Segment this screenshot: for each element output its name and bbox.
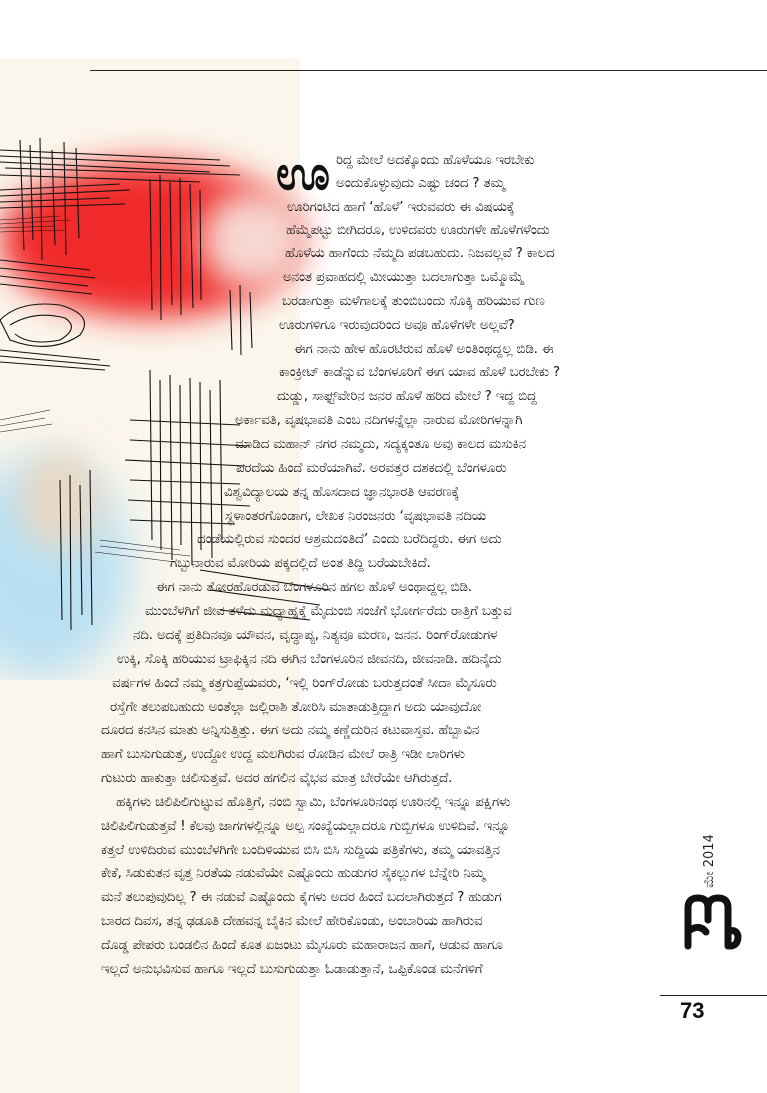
text-line: ಗುಟುರು ಹಾಕುತ್ತಾ ಚಲಿಸುತ್ತವೆ. ಅದರ ಹಗಲಿನ ವೈಭವ ಮಾತ್ರ ಬೇರೆಯೇ ಆಗಿರುತ್ತದೆ.: [101, 771, 453, 786]
text-line: ಚಿಲಿಪಿಲಿಗುಡುತ್ತವೆ ! ಕೆಲವು ಜಾಗಗಳಲ್ಲಿನ್ನೂ ಅಲ್ಪ ಸಂಖ್ಯೆಯಲ್ಲಾದರೂ ಗುಬ್ಬಿಗಳೂ ಉಳಿದಿವೆ. ಇನ್ನೂ: [101, 819, 510, 834]
text-line: ದೊಡ್ಡ ಪೇಪರು ಬಂಡಲಿನ ಹಿಂದೆ ಕೂತ ಏಜಂಟು ಮೈಸೂರು ಮಹಾರಾಜನ ಹಾಗೆ, ಆಡುವ ಹಾಗೂ: [101, 938, 503, 953]
text-line: ಅಂದುಕೊಳ್ಳುವುದು ಎಷ್ಟು ಚಂದ ? ತಮ್ಮ: [336, 176, 505, 191]
issue-date: [692, 820, 717, 890]
text-line: ಮುಂಬೆಳಗಿಗೆ ಜೀವ ತಳೆದು ಮಧ್ಯಾಹ್ನಕ್ಕೆ ಮೈದುಂಬಿ ಸಂಜೆಗೆ ಭೋರ್ಗರೆದು ರಾತ್ರಿಗೆ ಬತ್ತುವ: [145, 604, 512, 619]
text-line: ದೂರದ ಕನಸಿನ ಮಾತು ಅನ್ನಿಸುತ್ತಿತ್ತು. ಈಗ ಅದು ನಮ್ಮ ಕಣ್ಣೆದುರಿನ ಕಟುವಾಸ್ತವ. ಹೆಬ್ಬಾವಿನ: [101, 723, 480, 738]
text-line: ಉಕ್ಕಿ, ಸೊಕ್ಕಿ ಹರಿಯುವ ಟ್ರಾಫಿಕ್ಕಿನ ನದಿ ಈಗಿನ ಬೆಂಗಳೂರಿನ ಜೀವನದಿ, ಜೀವನಾಡಿ. ಹದಿನೈದು: [117, 652, 502, 667]
text-line: ದಂಡೆಯಲ್ಲಿರುವ ಸುಂದರ ಆಶ್ರಮದಂತಿದೆ’ ಎಂದು ಬರೆದಿದ್ದರು. ಈಗ ಅದು: [197, 532, 502, 547]
text-line: ಬರಡಾಗುತ್ತಾ ಮಳೆಗಾಲಕ್ಕೆ ತುಂಬಿಬಂದು ಸೊಕ್ಕಿ ಹರಿಯುವ ಗುಣ: [282, 294, 545, 309]
footer-rule: [660, 995, 767, 996]
text-line: ಪರದೆಯ ಹಿಂದೆ ಮರೆಯಾಗಿವೆ. ಅರವತ್ತರ ದಶಕದಲ್ಲಿ ಬೆಂಗಳೂರು: [236, 461, 507, 476]
text-line: ದುಡ್ಡು, ಸಾಫ್ಟ್‌ವೇರಿನ ಜನರ ಹೊಳೆ ಹರಿದ ಮೇಲೆ ? ಇದ್ದ ಬಿದ್ದ: [277, 389, 537, 404]
text-line: ಕಾಂಕ್ರೀಟ್ ಕಾಡೆನ್ನುವ ಬೆಂಗಳೂರಿಗೆ ಈಗ ಯಾವ ಹೊಳೆ ಬರಬೇಕು ?: [279, 365, 560, 380]
page-number: 73: [680, 998, 705, 1023]
text-line: ಮಾಡಿದ ಮಹಾನ್ ನಗರ ನಮ್ಮದು, ಸದ್ಯಕ್ಕಂತೂ ಅವು ಕಾಲದ ಮಸುಕಿನ: [235, 437, 526, 452]
text-line: ಬಾರದ ದಿವಸ, ತನ್ನ ಢಡೂತಿ ದೇಹವನ್ನ ಬೈಕಿನ ಮೇಲೆ ಹೇರಿಕೊಂಡು, ಅಂಬಾರಿಯ ಹಾಗಿರುವ: [101, 914, 483, 929]
text-line: ಊರಿಗಂಟಿದ ಹಾಗೆ ‘ಹೊಳೆ’ ಇರುವವರು ಈ ವಿಷಯಕ್ಕೆ: [287, 200, 515, 215]
text-line: ಊರುಗಳಿಗೂ ಇರುವುದರಿಂದ ಅವೂ ಹೊಳೆಗಳೇ ಅಲ್ಲವೆ?: [279, 318, 515, 333]
text-line: ಹಕ್ಕಿಗಳು ಚಿಲಿಪಿಲಿಗುಟ್ಟುವ ಹೊತ್ತಿಗೆ, ನಂಬಿ ಸ್ವಾಮಿ, ಬೆಂಗಳೂರಿನಂಥ ಊರಿನಲ್ಲಿ ಇನ್ನೂ ಪಕ್ಷಿಗಳು: [116, 795, 511, 810]
text-line: ರಸ್ತೆಗೇ ತಲುಪಬಹುದು ಅಂತೆಲ್ಲಾ ಜಲ್ಲಿರಾಶಿ ತೋರಿಸಿ ಮಾತಾಡುತ್ತಿದ್ದಾಗ ಅದು ಯಾವುದೋ: [110, 700, 482, 715]
text-line: ಅರ್ಕಾವತಿ, ವೃಷಭಾವತಿ ಎಂಬ ನದಿಗಳನ್ನೆಲ್ಲಾ ನಾರುವ ಮೋರಿಗಳನ್ನಾಗಿ: [235, 413, 523, 428]
text-line: ಕತ್ತಲೆ ಉಳಿದಿರುವ ಮುಂಬೆಳಗಿಗೇ ಬಂದಿಳಿಯುವ ಬಿಸಿ ಬಿಸಿ ಸುದ್ದಿಯ ಪತ್ರಿಕೆಗಳು, ತಮ್ಮ ಯಾವತ್ತಿನ: [101, 843, 500, 858]
top-rule: [90, 70, 767, 71]
mayura-logo: [680, 890, 744, 954]
text-line: ಈಗ ನಾನು ಹೇಳ ಹೊರಟಿರುವ ಹೊಳೆ ಅಂತಿಂಥದ್ದಲ್ಲ ಬಿಡಿ. ಈ: [294, 342, 554, 357]
text-line: ವಿಶ್ವವಿದ್ಯಾಲಯ ತನ್ನ ಹೊಸದಾದ ಜ್ಞಾನಭಾರತಿ ಆವರಣಕ್ಕೆ: [224, 485, 460, 500]
text-line: ಹಾಗೆ ಬುಸುಗುಡುತ್ತ, ಉದ್ದೋ ಉದ್ದ ಮಲಗಿರುವ ರೋಡಿನ ಮೇಲೆ ರಾತ್ರಿ ಇಡೀ ಲಾರಿಗಳು: [101, 747, 465, 762]
text-line: ಇಲ್ಲದೆ ಅನುಭವಿಸುವ ಹಾಗೂ ಇಲ್ಲದೆ ಬುಸುಗುಡುತ್ತಾ ಓಡಾಡುತ್ತಾನೆ, ಒಪ್ಪಿಕೊಂಡ ಮನೆಗಳಿಗೆ: [101, 962, 483, 977]
text-line: ಗಬ್ಬುನಾರುವ ಮೋರಿಯ ಪಕ್ಕದಲ್ಲಿದೆ ಅಂತ ತಿದ್ದಿ ಬರೆಯಬೇಕಿದೆ.: [170, 556, 431, 571]
text-line: ರಿದ್ದ ಮೇಲೆ ಅದಕ್ಕೊಂದು ಹೊಳೆಯೂ ಇರಬೇಕು: [336, 153, 535, 168]
text-line: ಹೊಳೆಯ ಹಾಗೆಂದು ನೆಮ್ಮದಿ ಪಡಬಹುದು. ನಿಜವಲ್ಲವೆ ? ಕಾಲದ: [285, 246, 555, 261]
text-line: ನದಿ. ಅದಕ್ಕೆ ಪ್ರತಿದಿನವೂ ಯೌವನ, ವೃದ್ಧಾಪ್ಯ, ನಿತ್ಯವೂ ಮರಣ, ಜನನ. ರಿಂಗ್‌ರೋಡುಗಳ: [133, 628, 498, 643]
text-line: ಕೇಕೆ, ಸಿಡುಕುತನ ವೃತ್ತ ನಿರತೆಯ ನಡುವೆಯೇ ಎಷ್ಟೊಂದು ಹುಡುಗರ ಸೈಕಲ್ಲುಗಳ ಬೆನ್ನೇರಿ ನಿಮ್ಮ: [101, 866, 485, 881]
drop-cap: ಊ: [276, 146, 331, 200]
issue-date-text: ಮೇ 2014: [702, 834, 717, 888]
text-line: ಮನೆ ತಲುಪುವುದಿಲ್ಲ ? ಈ ನಡುವೆ ಎಷ್ಟೊಂದು ಕೈಗಳು ಅದರ ಹಿಂದೆ ಬದಲಾಗಿರುತ್ತದೆ ? ಹುಡುಗ: [101, 890, 502, 905]
text-line: ವರ್ಷಗಳ ಹಿಂದೆ ನಮ್ಮ ಕತ್ರಗುಪ್ಪೆಯವರು, ‘ಇಲ್ಲಿ ರಿಂಗ್‌ರೋಡು ಬರುತ್ತದಂತೆ ಸೀದಾ ಮೈಸೂರು: [112, 676, 497, 691]
text-line: ಈಗ ನಾನು ತೋರಹೊರಡುವ ಬೆಂಗಳೂರಿನ ಹಗಲ ಹೊಳೆ ಅಂಥಾದ್ದಲ್ಲ ಬಿಡಿ.: [156, 580, 472, 595]
text-line: ಹೆಮ್ಮೆಪಟ್ಟು ಬೀಗಿದರೂ, ಉಳಿದವರು ಊರುಗಳೇ ಹೊಳೆಗಳೆಂದು: [286, 223, 550, 238]
text-line: ಅನಂತ ಪ್ರವಾಹದಲ್ಲಿ ಮೀಯುತ್ತಾ ಬದಲಾಗುತ್ತಾ ಒಮ್ಮೊಮ್ಮೆ: [283, 270, 524, 285]
text-line: ಸ್ಥಳಾಂತರಗೊಂಡಾಗ, ಲೇಖಕ ನಿರಂಜನರು ‘ವೃಷಭಾವತಿ ನದಿಯ: [225, 509, 486, 524]
